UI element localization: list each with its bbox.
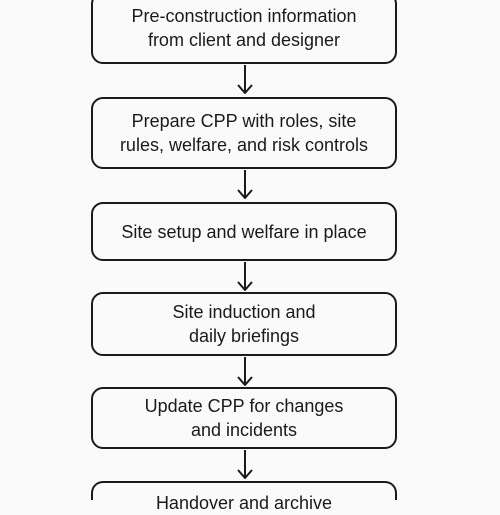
- arrow-down-icon: [236, 262, 254, 292]
- step-label: Site induction and daily briefings: [172, 302, 316, 346]
- flow-arrow: [236, 170, 254, 200]
- flow-arrow: [236, 357, 254, 387]
- flow-arrow: [236, 262, 254, 292]
- step-label: Update CPP for changes and incidents: [144, 396, 344, 440]
- step-pre-construction-information: [91, 0, 397, 64]
- step-site-induction: [91, 292, 397, 356]
- arrow-down-icon: [236, 357, 254, 387]
- step-prepare-cpp: [91, 97, 397, 169]
- step-handover: [91, 481, 397, 513]
- flow-arrow: [236, 65, 254, 95]
- step-site-setup: [91, 202, 397, 261]
- flow-arrow: [236, 450, 254, 480]
- step-label: Site setup and welfare in place: [121, 221, 367, 242]
- arrow-down-icon: [236, 65, 254, 95]
- step-update-cpp: [91, 387, 397, 449]
- step-label: Pre-construction information from client and designer: [131, 6, 357, 50]
- arrow-down-icon: [236, 170, 254, 200]
- step-label: Prepare CPP with roles, site rules, welfare, and risk controls: [119, 111, 369, 155]
- step-label: Handover and archive: [155, 493, 333, 513]
- arrow-down-icon: [236, 450, 254, 480]
